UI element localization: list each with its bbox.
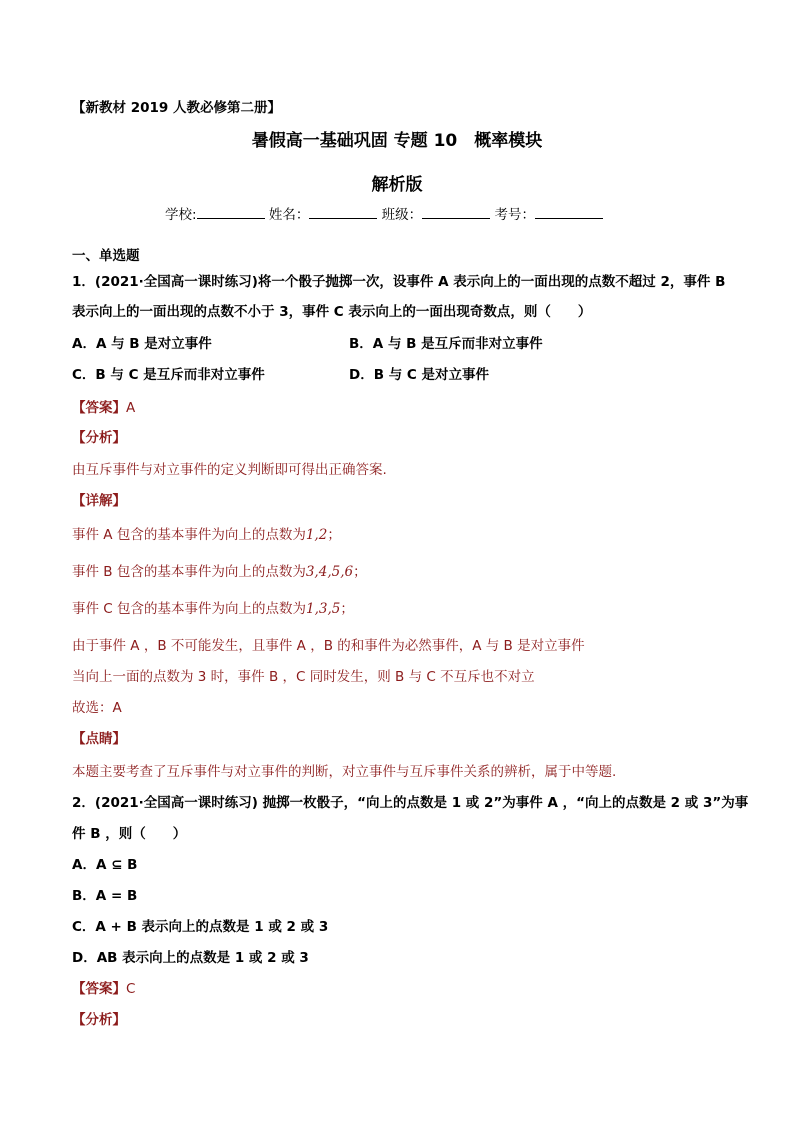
q1-option-d: D．B 与 C 是对立事件 (349, 367, 490, 383)
detail-text: 事件 A 包含的基本事件为向上的点数为 (72, 527, 306, 543)
edition-tag: 【新教材 2019 人教必修第二册】 (72, 100, 281, 116)
q2-analysis-label: 【分析】 (72, 1012, 126, 1028)
page-title: 暑假高一基础巩固 专题 10 概率模块 (251, 131, 543, 151)
class-blank[interactable] (422, 206, 490, 219)
q1-answer (72, 396, 135, 416)
detail-text: 事件 B 包含的基本事件为向上的点数为 (72, 564, 306, 580)
q1-detail-line6: 故选：A (72, 700, 122, 716)
answer-label: 【答案】 (72, 400, 126, 416)
school-label: 学校: (165, 207, 197, 223)
detail-end: ； (340, 601, 354, 617)
q1-comment-text: 本题主要考查了互斥事件与对立事件的判断，对立事件与互斥事件关系的辨析，属于中等题. (72, 764, 617, 780)
name-blank[interactable] (309, 206, 377, 219)
detail-text: 事件 C 包含的基本事件为向上的点数为 (72, 601, 307, 617)
id-blank[interactable] (535, 206, 603, 219)
q1-analysis-label: 【分析】 (72, 430, 126, 446)
answer-label: 【答案】 (72, 981, 126, 997)
q1-detail-line5: 当向上一面的点数为 3 时，事件 B ，C 同时发生，则 B 与 C 不互斥也不对立 (72, 669, 535, 685)
page-subtitle: 解析版 (371, 175, 423, 195)
class-label: 班级： (381, 207, 423, 223)
answer-value: A (126, 400, 136, 416)
q1-option-a: A．A 与 B 是对立事件 (72, 336, 212, 352)
q1-detail-line1 (72, 523, 341, 543)
detail-end: ； (327, 527, 341, 543)
q1-stem-line1: 1．(2021·全国高一课时练习)将一个骰子抛掷一次，设事件 A 表示向上的一面出现的点数不超过 2，事件 B (72, 274, 726, 290)
q2-stem-line1: 2．(2021·全国高一课时练习) 抛掷一枚骰子，“向上的点数是 1 或 2”为事件 A ，“向上的点数是 2 或 3”为事 (72, 795, 749, 811)
q1-option-c: C．B 与 C 是互斥而非对立事件 (72, 367, 265, 383)
q2-option-d: D．AB 表示向上的点数是 1 或 2 或 3 (72, 950, 309, 966)
q2-stem-line2: 件 B ，则（ ） (72, 826, 187, 842)
id-label: 考号： (494, 207, 535, 223)
q2-option-a: A．A ⊆ B (72, 857, 138, 873)
q1-option-b: B．A 与 B 是互斥而非对立事件 (349, 336, 543, 352)
school-blank[interactable] (197, 206, 265, 219)
name-label: 姓名： (268, 207, 310, 223)
q2-answer (72, 977, 135, 997)
section-heading: 一、单选题 (72, 248, 140, 264)
detail-math: 3,4,5,6 (305, 564, 354, 580)
q2-option-b: B．A = B (72, 888, 138, 904)
q1-detail-label: 【详解】 (72, 493, 126, 509)
q2-option-c: C．A + B 表示向上的点数是 1 或 2 或 3 (72, 919, 329, 935)
q1-detail-line3 (72, 597, 354, 617)
q1-stem-line2: 表示向上的一面出现的点数不小于 3，事件 C 表示向上的一面出现奇数点，则（ ） (72, 304, 592, 320)
info-line (165, 203, 603, 223)
q1-detail-line2 (72, 560, 367, 580)
detail-end: ； (353, 564, 367, 580)
q1-analysis-text: 由互斥事件与对立事件的定义判断即可得出正确答案. (72, 462, 387, 478)
detail-math: 1,3,5 (306, 601, 341, 617)
answer-value: C (126, 981, 136, 997)
q1-comment-label: 【点睛】 (72, 731, 126, 747)
q1-detail-line4: 由于事件 A ，B 不可能发生，且事件 A ，B 的和事件为必然事件，A 与 B 是对立事件 (72, 638, 585, 654)
detail-math: 1,2 (305, 527, 328, 543)
